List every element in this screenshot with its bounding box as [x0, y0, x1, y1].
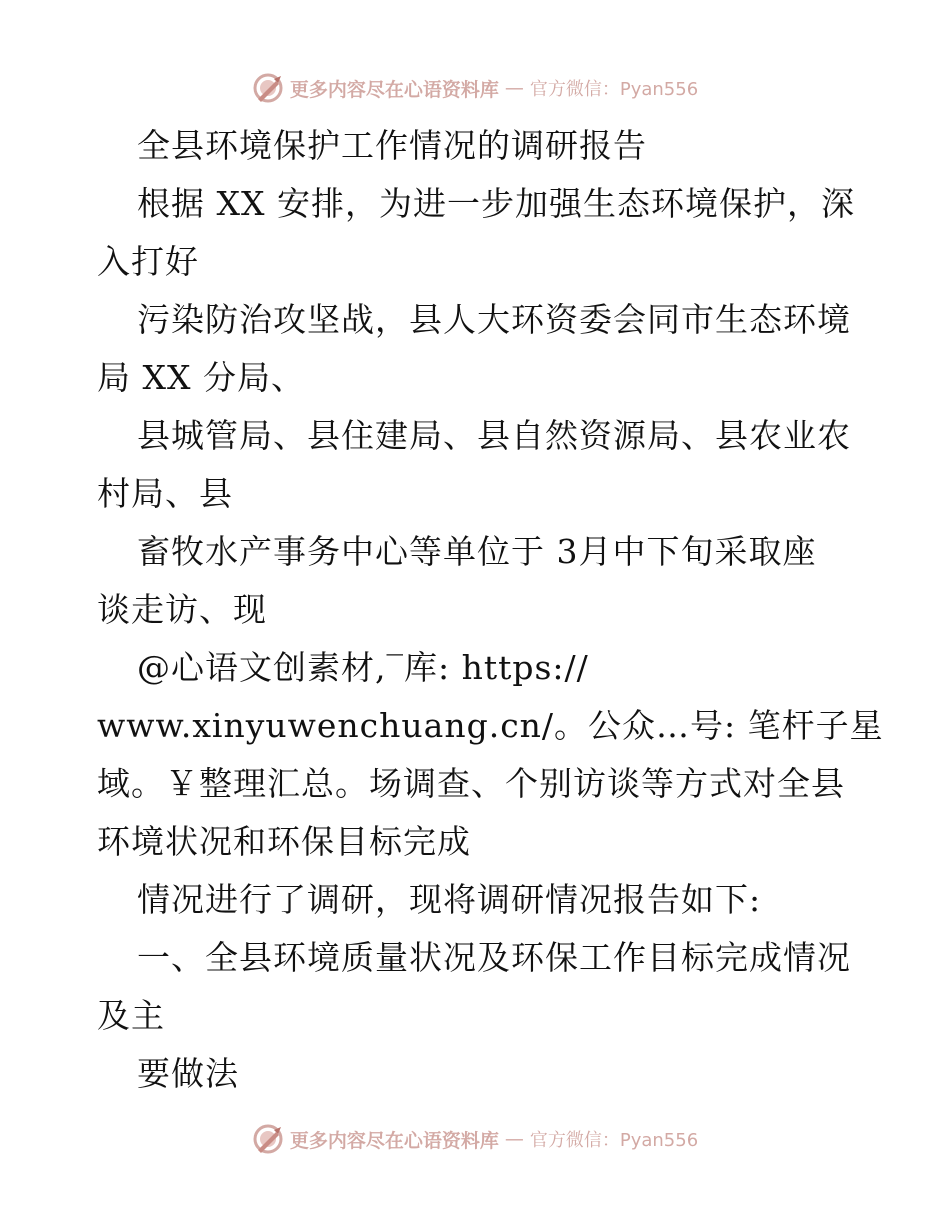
- paragraph-line: 情况进行了调研，现将调研情况报告如下:: [137, 880, 762, 919]
- bottom-watermark-banner: [0, 1123, 950, 1155]
- section-heading: 一、全县环境质量状况及环保工作目标完成情况: [137, 938, 851, 977]
- watermark-sub-text: 官方微信：Pyan556: [529, 1130, 699, 1151]
- watermark-separator: —: [504, 1128, 524, 1150]
- watermark-main-text: 更多内容尽在心语资料库: [289, 78, 499, 101]
- paragraph-line: 污染防治攻坚战，县人大环资委会同市生态环境: [137, 300, 851, 339]
- watermark-sub-text: 官方微信：Pyan556: [529, 79, 699, 100]
- watermark-main-text: 更多内容尽在心语资料库: [289, 1129, 499, 1152]
- paragraph-line: 入打好: [97, 242, 199, 281]
- document-body: [97, 117, 884, 1103]
- paragraph-line: www.xinyuwenchuang.cn/。公众…号: 笔杆子星: [97, 706, 884, 745]
- watermark-separator: —: [504, 77, 524, 99]
- top-watermark-banner: [0, 72, 950, 104]
- pen-nib-logo-icon: [252, 72, 284, 104]
- paragraph-line: 村局、县: [97, 474, 233, 513]
- paragraph-line: 畜牧水产事务中心等单位于 3月中下旬采取座: [137, 532, 817, 571]
- section-heading-continued: 要做法: [137, 1054, 239, 1093]
- paragraph-line: 局 XX 分局、: [97, 358, 305, 397]
- paragraph-line: 环境状况和环保目标完成: [97, 822, 471, 861]
- paragraph-line: 域。￥整理汇总。场调查、个别访谈等方式对全县: [97, 764, 845, 803]
- paragraph-line: 县城管局、县住建局、县自然资源局、县农业农: [137, 416, 851, 455]
- paragraph-line: 谈走访、现: [97, 590, 267, 629]
- pen-nib-logo-icon: [252, 1123, 284, 1155]
- paragraph-line: 根据 XX 安排，为进一步加强生态环境保护，深: [137, 184, 855, 223]
- paragraph-line: @心语文创素材,‾库: https://: [137, 648, 589, 687]
- section-heading-continued: 及主: [97, 996, 165, 1035]
- document-title: 全县环境保护工作情况的调研报告: [137, 126, 647, 165]
